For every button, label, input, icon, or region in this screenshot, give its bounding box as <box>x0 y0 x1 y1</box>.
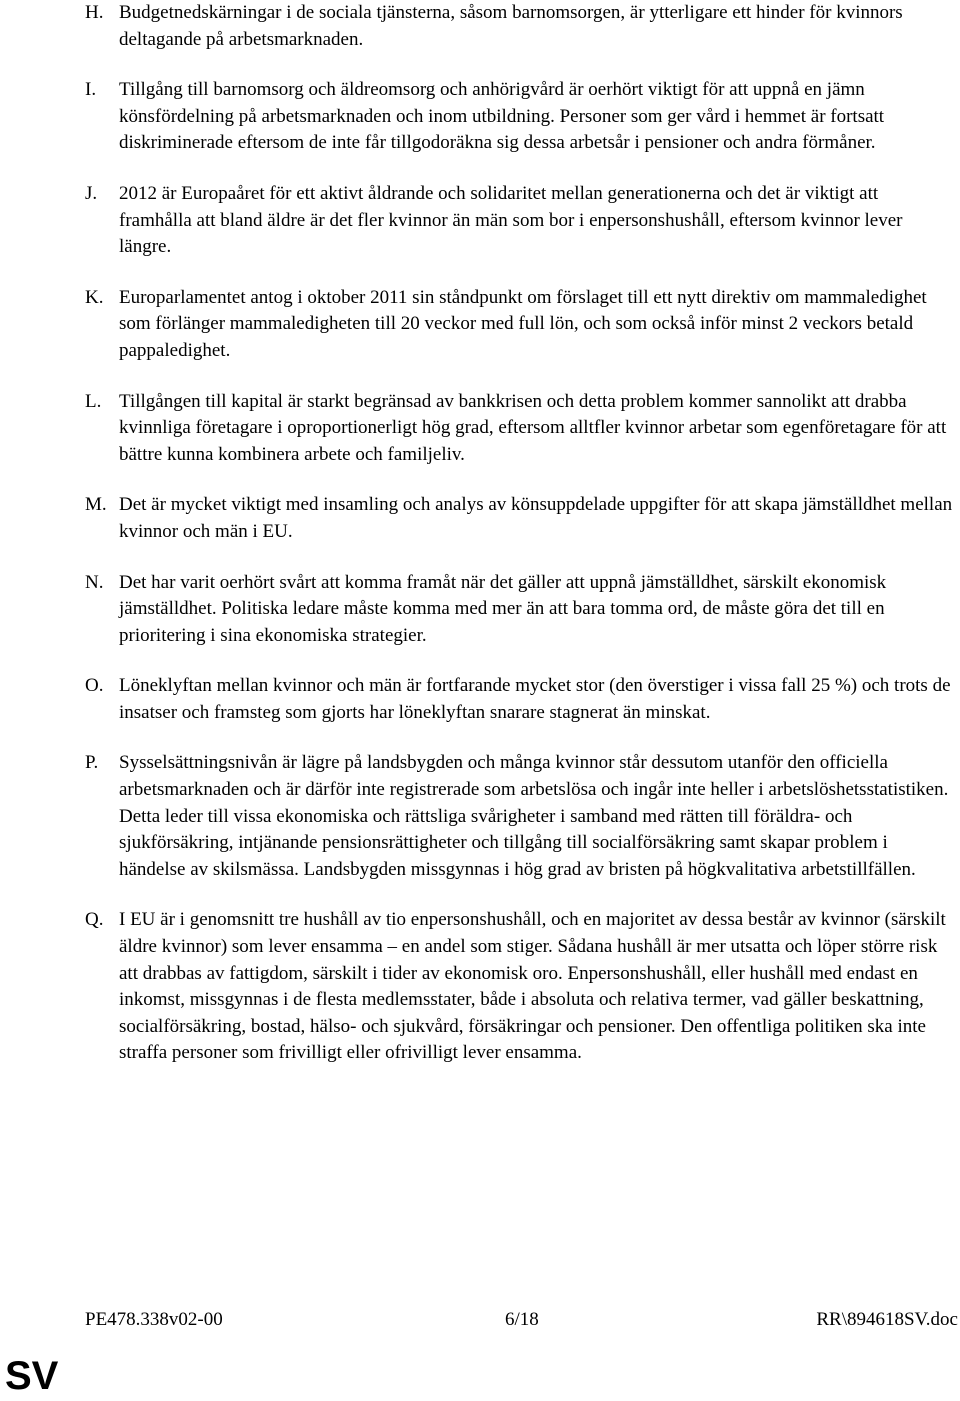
recital-letter: J. <box>85 182 98 204</box>
recital-text: I EU är i genomsnitt tre hushåll av tio enpersonshushåll, och en majoritet av dessa består av kvinnor (särskilt äldre kvinnor) som lever ensamma – en andel som stiger. Sådana hushåll är mer utsatta och löper större risk att drabbas av fattigdom, särskilt i tider av ekonomisk oro. Enpersonshushåll, eller hushåll med endast en inkomst, missgynnas i de flesta medlemsstater, både i absoluta och relativa termer, vad gäller beskattning, socialförsäkring, bostad, hälso- och sjukvård, försäkringar och pensioner. Den offentliga politiken ska inte straffa personer som frivilligt eller ofrivilligt lever ensamma. <box>119 909 946 1064</box>
recital-k <box>0 285 955 365</box>
recital-letter: H. <box>85 2 104 23</box>
recital-i <box>0 77 955 157</box>
recital-text: Det är mycket viktigt med insamling och analys av könsuppdelade uppgifter för att skapa jämställdhet mellan kvinnor och män i EU. <box>119 494 953 542</box>
recital-q <box>0 907 955 1067</box>
recital-letter: O. <box>85 675 104 697</box>
recital-letter: P. <box>85 752 99 774</box>
recital-letter: M. <box>85 494 107 516</box>
document-reference: PE478.338v02-00 <box>85 1309 223 1330</box>
recital-text: Löneklyftan mellan kvinnor och män är fortfarande mycket stor (den överstiger i vissa fall 25 %) och trots de insatser och framsteg som gjorts har löneklyftan snarare stagnerat än minskat. <box>119 675 951 723</box>
recital-text: Sysselsättningsnivån är lägre på landsbygden och många kvinnor står dessutom utanför den officiella arbetsmarknaden och är därför inte registrerade som arbetslösa och ingår inte heller i arbetslöshetsstatistiken. Detta leder till vissa ekonomiska och rättsliga svårigheter i samband med rätten till föräldra- och sjukförsäkring, intjänande pensionsrättigheter och tillgång till socialförsäkring samt skapar problem i händelse av skilsmässa. Landsbygden missgynnas i hög grad av bristen på högkvalitativa arbetstillfällen. <box>119 752 949 880</box>
page-footer <box>85 1307 958 1333</box>
recital-letter: Q. <box>85 909 104 931</box>
recital-n <box>0 570 955 650</box>
recital-o <box>0 673 955 726</box>
recital-text: Budgetnedskärningar i de sociala tjänsterna, såsom barnomsorgen, är ytterligare ett hinder för kvinnors deltagande på arbetsmarknaden. <box>119 2 903 50</box>
recital-h <box>0 0 955 53</box>
recital-l <box>0 389 955 469</box>
recital-letter: L. <box>85 390 102 412</box>
recital-letter: I. <box>85 79 97 101</box>
recital-m <box>0 492 955 545</box>
page-number: 6/18 <box>505 1309 539 1330</box>
recital-text: 2012 är Europaåret för ett aktivt åldrande och solidaritet mellan generationerna och det är viktigt att framhålla att bland äldre är det fler kvinnor än män som bor i enpersonshushåll, eftersom kvinnor lever längre. <box>119 182 903 258</box>
recital-p <box>0 750 955 883</box>
recital-letter: N. <box>85 571 104 593</box>
language-code: SV <box>5 1354 59 1398</box>
file-name: RR\894618SV.doc <box>816 1309 958 1330</box>
recital-text: Europarlamentet antog i oktober 2011 sin ståndpunkt om förslaget till ett nytt direktiv om mammaledighet som förlänger mammaledigheten till 20 veckor med full lön, och som också inför minst 2 veckors betald pappaledighet. <box>119 286 927 361</box>
recital-text: Det har varit oerhört svårt att komma framåt när det gäller att uppnå jämställdhet, särskilt ekonomisk jämställdhet. Politiska ledare måste komma med mer än att bara tomma ord, de måste göra det till en prioritering i sina ekonomiska strategier. <box>119 571 887 646</box>
recital-text: Tillgång till barnomsorg och äldreomsorg och anhörigvård är oerhört viktigt för att uppnå en jämn könsfördelning på arbetsmarknaden och inom utbildning. Personer som ger vård i hemmet är fortsatt diskriminerade eftersom de inte får tillgodoräkna sig dessa arbetsår i pensioner och andra förmåner. <box>119 79 885 154</box>
recital-letter: K. <box>85 286 104 308</box>
recital-text: Tillgången till kapital är starkt begränsad av bankkrisen och detta problem kommer sannolikt att drabba kvinnliga företagare i oproportionerligt hög grad, eftersom alltfler kvinnor arbetar som egenföretagare för att bättre kunna kombinera arbete och familjeliv. <box>119 390 947 465</box>
recital-j <box>0 181 955 261</box>
